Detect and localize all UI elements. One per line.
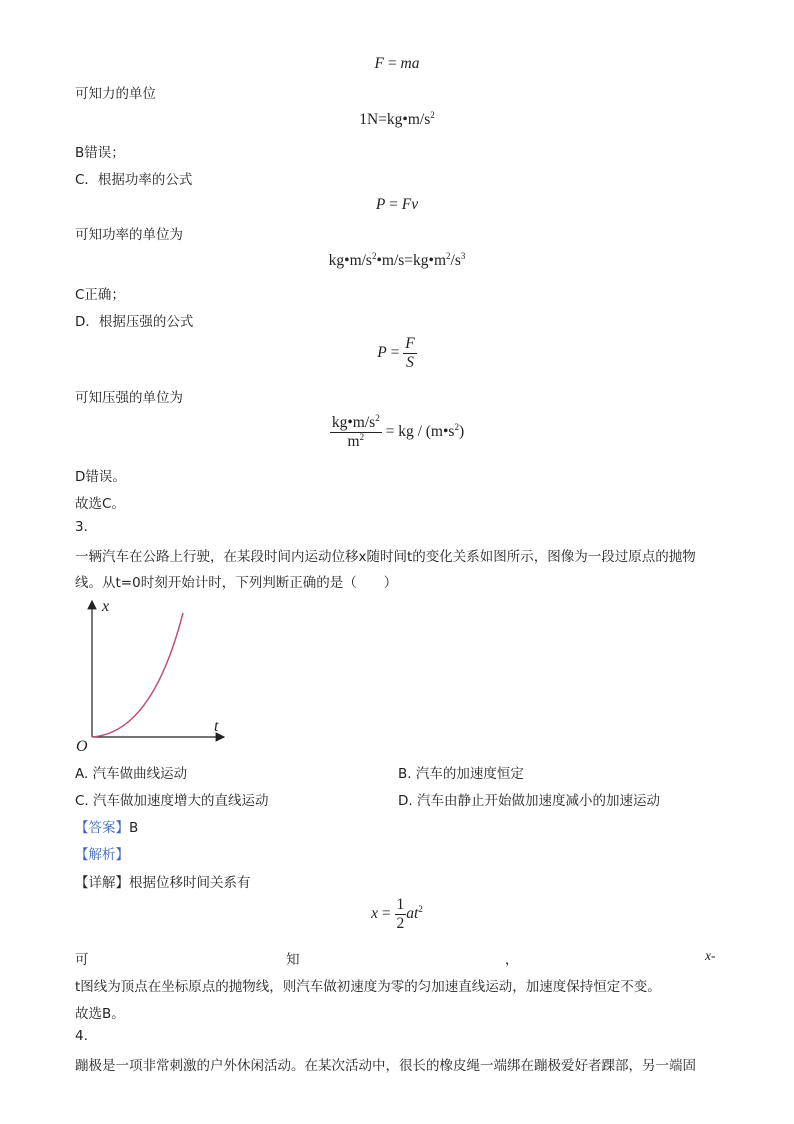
analysis-line [75, 843, 129, 863]
eq-text: kg•m/s [328, 252, 372, 269]
eq-exponent: 2 [418, 904, 423, 915]
bracket: 】 [115, 875, 129, 891]
eq-rhs: at [406, 905, 419, 923]
spread-char-1: 可 [75, 952, 89, 968]
eq-numerator: F [405, 335, 415, 352]
eq-text: /s [450, 252, 461, 269]
text-d-pressure-formula: D．根据压强的公式 [75, 314, 194, 330]
eq-sign: = [378, 905, 395, 923]
eq-sign: = [386, 344, 404, 362]
eq-fraction [403, 335, 416, 372]
bracket: 【 [75, 820, 89, 836]
bracket: 【 [75, 847, 89, 863]
eq-symbol: F [374, 55, 384, 72]
eq-exponent: 2 [446, 251, 451, 261]
equation-displacement [0, 896, 794, 933]
eq-text: ) [458, 423, 465, 441]
analysis-label: 解析 [88, 847, 116, 863]
eq-text: 1N=kg•m/s [359, 111, 431, 128]
bracket: 】 [115, 820, 129, 836]
eq-symbol: P [375, 196, 386, 213]
text-choose-c: 故选C。 [75, 496, 125, 512]
detail-label: 详解 [88, 875, 116, 891]
explanation-text: t图线为顶点在坐标原点的抛物线，则汽车做初速度为零的匀加速直线运动，加速度保持恒定不变。 [75, 979, 661, 995]
eq-text: •m/s=kg•m [376, 252, 447, 269]
origin-label: O [76, 738, 88, 755]
equation-power-unit [0, 252, 794, 270]
eq-exponent: 2 [375, 413, 380, 423]
y-axis-label: x [102, 598, 110, 615]
eq-exponent: 2 [430, 110, 435, 120]
x-t-graph [72, 595, 232, 755]
eq-sign: = [384, 55, 401, 72]
eq-numerator: 1 [396, 896, 405, 913]
detail-text: 根据位移时间关系有 [129, 875, 251, 891]
text-b-wrong: B错误； [75, 145, 125, 161]
detail-line [75, 871, 251, 891]
equation-power [0, 196, 794, 214]
spread-char-2: 知 [286, 952, 300, 968]
spread-char-3: ， [505, 952, 519, 968]
answer-line [75, 816, 138, 836]
equation-pressure-unit [0, 414, 794, 451]
text-c-correct: C正确； [75, 287, 125, 303]
spread-char-4: x- [705, 948, 716, 963]
eq-denominator: S [406, 354, 414, 371]
question-stem-line1: 一辆汽车在公路上行驶，在某段时间内运动位移x随时间t的变化关系如图所示，图像为一段过原点的抛物 [75, 549, 696, 565]
text-power-unit-intro: 可知功率的单位为 [75, 227, 183, 243]
eq-exponent: 2 [359, 432, 365, 442]
eq-sign: = [385, 196, 402, 213]
question-number: 3. [75, 519, 88, 535]
equation-newton-unit [0, 111, 794, 129]
option-c: C. 汽车做加速度增大的直线运动 [75, 793, 269, 809]
eq-exponent: 2 [371, 251, 377, 261]
parabola-curve [92, 613, 183, 737]
option-b: B. 汽车的加速度恒定 [398, 766, 524, 782]
option-d: D. 汽车由静止开始做加速度减小的加速运动 [398, 793, 660, 809]
eq-text: = kg / (m•s [381, 423, 455, 441]
eq-exponent: 3 [460, 251, 466, 261]
eq-text: kg•m/s [331, 414, 376, 431]
option-a: A. 汽车做曲线运动 [75, 766, 188, 782]
eq-rhs: ma [400, 55, 420, 72]
eq-fraction [330, 414, 382, 451]
text-d-wrong: D错误。 [75, 469, 126, 485]
equation-newton-second-law [0, 55, 794, 73]
eq-denominator: 2 [396, 915, 405, 932]
eq-exponent: 2 [454, 422, 459, 433]
question-stem-line2: 线。从t=0时刻开始计时，下列判断正确的是（ ） [75, 575, 398, 591]
eq-numerator [330, 414, 382, 433]
text-force-unit-intro: 可知力的单位 [75, 86, 156, 102]
eq-symbol: x [371, 905, 379, 923]
text-c-power-formula: C．根据功率的公式 [75, 172, 193, 188]
question-number: 4. [75, 1028, 88, 1044]
equation-pressure [0, 335, 794, 372]
eq-symbol: P [377, 344, 387, 362]
bracket: 【 [75, 875, 89, 891]
bracket: 】 [115, 847, 129, 863]
question-stem-line1: 蹦极是一项非常刺激的户外休闲活动。在某次活动中，很长的橡皮绳一端绑在蹦极爱好者踝部，另一端固 [75, 1058, 696, 1074]
eq-rhs: Fv [401, 196, 419, 213]
answer-label: 答案 [88, 820, 116, 836]
text-choose-b: 故选B。 [75, 1006, 125, 1022]
eq-fraction [395, 896, 407, 933]
answer-value: B [129, 820, 139, 836]
eq-text: m [347, 433, 360, 450]
text-pressure-unit-intro: 可知压强的单位为 [75, 390, 183, 406]
x-axis-label: t [214, 718, 219, 735]
eq-denominator [330, 433, 382, 451]
